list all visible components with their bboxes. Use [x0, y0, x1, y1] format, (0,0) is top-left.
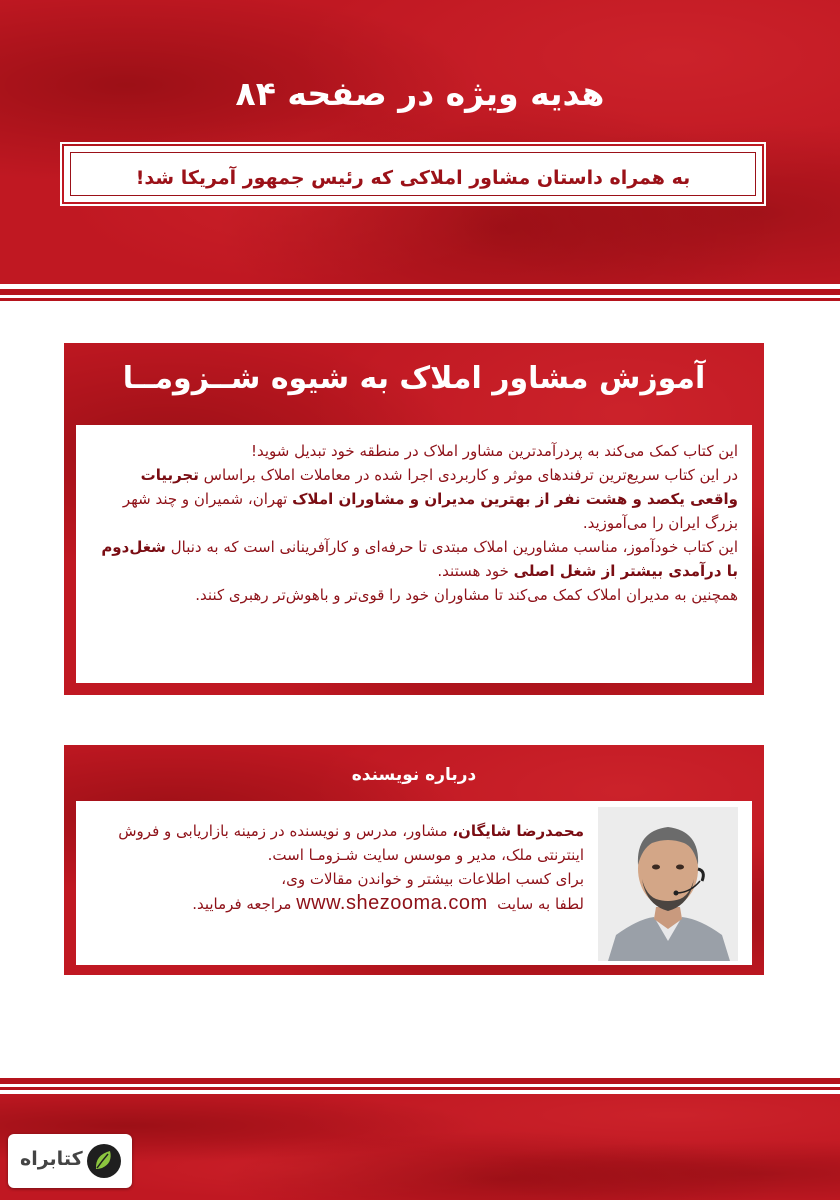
author-bio — [88, 819, 584, 916]
divider-line — [0, 298, 840, 301]
divider-line — [0, 1078, 840, 1084]
author-bio-line: برای کسب اطلاعات بیشتر و خواندن مقالات وی، — [281, 870, 584, 888]
author-name: محمدرضا شایگان، — [452, 822, 584, 840]
gift-title: هدیه ویژه در صفحه ۸۴ — [235, 74, 605, 113]
author-body — [76, 801, 752, 965]
gift-subtitle-box — [64, 146, 762, 202]
text-span: مراجعه فرمایید. — [192, 895, 292, 913]
course-title: آموزش مشاور املاک به شیوه شــزومــا — [122, 361, 706, 396]
author-bio-line — [88, 819, 584, 867]
logo-text: کتابراه — [20, 1148, 83, 1170]
course-description — [76, 425, 752, 683]
author-heading: درباره نویسنده — [351, 765, 477, 785]
course-panel — [64, 343, 764, 695]
course-paragraph: این کتاب کمک می‌کند به پردرآمدترین مشاور املاک در منطقه خود تبدیل شوید! — [250, 442, 738, 460]
ketabrah-logo — [8, 1134, 132, 1188]
text-span: این کتاب خودآموز، مناسب مشاورین املاک مبتدی تا حرفه‌ای و کارآفرینانی است که به دنبال — [170, 538, 738, 556]
text-span: در این کتاب سریع‌ترین ترفندهای موثر و کاربردی اجرا شده در معاملات املاک براساس — [203, 466, 738, 484]
course-paragraph: همچنین به مدیران املاک کمک می‌کند تا مشاوران خود را قوی‌تر و باهوش‌تر رهبری کنند. — [195, 586, 738, 604]
author-portrait-image — [598, 807, 738, 961]
ketabrah-leaf-icon — [86, 1143, 122, 1179]
highlight-text: تجربیات واقعی یکصد و هشت نفر از بهترین مدیران و مشاوران املاک — [140, 466, 738, 508]
text-span: تهران، شمیران و چند شهر بزرگ ایران را می‌آموزید. — [122, 490, 738, 532]
website-link[interactable]: www.shezooma.com — [296, 892, 488, 914]
author-panel — [64, 745, 764, 975]
gift-box-border — [70, 152, 756, 196]
highlight-text: شغل‌دوم با درآمدی بیشتر از شغل اصلی — [101, 538, 738, 580]
author-photo — [598, 807, 738, 961]
course-paragraph — [90, 535, 738, 583]
course-text — [90, 439, 738, 607]
text-span: خود هستند. — [437, 562, 509, 580]
top-red-banner — [0, 0, 840, 284]
text-span: مشاور، مدرس و نویسنده در زمینه بازاریابی و فروش اینترنتی ملک، مدیر و موسس سایت شـزومـا است. — [118, 822, 584, 864]
author-bio-line — [88, 891, 584, 916]
divider-line — [0, 1087, 840, 1090]
divider-line — [0, 289, 840, 295]
text-span: لطفا به سایت — [497, 895, 584, 913]
course-paragraph — [90, 463, 738, 535]
gift-subtitle: به همراه داستان مشاور املاکی که رئیس جمهور آمریکا شد! — [135, 167, 691, 189]
